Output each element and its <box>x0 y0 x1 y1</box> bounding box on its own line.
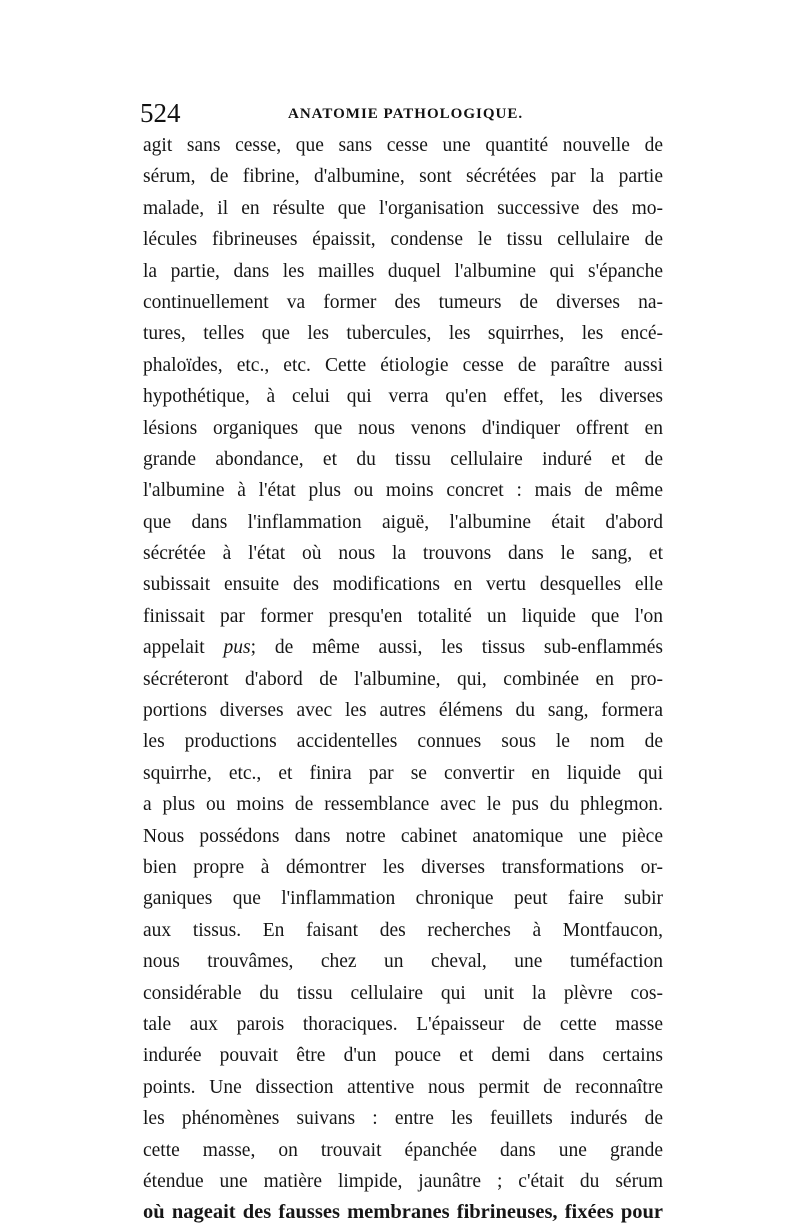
text-line: grande abondance, et du tissu cellulaire induré et de <box>143 448 663 470</box>
text-line: l'albumine à l'état plus ou moins concret : mais de même <box>143 480 663 502</box>
text-line: que dans l'inflammation aiguë, l'albumine était d'abord <box>143 511 663 533</box>
text-line: considérable du tissu cellulaire qui unit la plèvre cos- <box>143 982 663 1004</box>
text-line: bien propre à démontrer les diverses transformations or- <box>143 856 663 878</box>
line-text-after: ; de même aussi, les tissus sub-enflammés <box>250 637 663 659</box>
text-line: les phénomènes suivans : entre les feuillets indurés de <box>143 1108 663 1130</box>
text-line: la partie, dans les mailles duquel l'albumine qui s'épanche <box>143 260 663 282</box>
text-line: tures, telles que les tubercules, les squirrhes, les encé- <box>143 323 663 345</box>
running-head <box>140 98 660 128</box>
text-line: les productions accidentelles connues sous le nom de <box>143 731 663 753</box>
text-line: où nageait des fausses membranes fibrineuses, fixées pour <box>143 1201 663 1224</box>
italic-word: pus <box>223 637 251 659</box>
text-line: Nous possédons dans notre cabinet anatomique une pièce <box>143 825 663 847</box>
text-line: sécréteront d'abord de l'albumine, qui, combinée en pro- <box>143 668 663 690</box>
text-line: lécules fibrineuses épaissit, condense le tissu cellulaire de <box>143 229 663 251</box>
text-line-with-italic <box>143 632 663 663</box>
text-line: cette masse, on trouvait épanchée dans une grande <box>143 1139 663 1161</box>
running-title: ANATOMIE PATHOLOGIQUE. <box>288 106 524 122</box>
text-line: sécrétée à l'état où nous la trouvons dans le sang, et <box>143 543 663 565</box>
text-line: ganiques que l'inflammation chronique peut faire subir <box>143 888 663 910</box>
text-line: tale aux parois thoraciques. L'épaisseur de cette masse <box>143 1013 663 1035</box>
text-line: malade, il en résulte que l'organisation successive des mo- <box>143 197 663 219</box>
text-line: phaloïdes, etc., etc. Cette étiologie cesse de paraître aussi <box>143 354 663 376</box>
text-line: squirrhe, etc., et finira par se convertir en liquide qui <box>143 762 663 784</box>
text-line: indurée pouvait être d'un pouce et demi dans certains <box>143 1045 663 1067</box>
text-line: hypothétique, à celui qui verra qu'en effet, les diverses <box>143 386 663 408</box>
text-line: finissait par former presqu'en totalité un liquide que l'on <box>143 605 663 627</box>
body-text <box>143 130 663 1229</box>
text-line: continuellement va former des tumeurs de diverses na- <box>143 291 663 313</box>
text-line: portions diverses avec les autres élémens du sang, formera <box>143 700 663 722</box>
text-line: nous trouvâmes, chez un cheval, une tuméfaction <box>143 951 663 973</box>
page-number: 524 <box>140 98 181 128</box>
text-line: étendue une matière limpide, jaunâtre ; c'était du sérum <box>143 1170 663 1192</box>
line-text-before: appelait <box>143 637 224 659</box>
text-line: agit sans cesse, que sans cesse une quantité nouvelle de <box>143 135 663 156</box>
text-line: a plus ou moins de ressemblance avec le pus du phlegmon. <box>143 794 663 816</box>
text-line: lésions organiques que nous venons d'indiquer offrent en <box>143 417 663 439</box>
text-line: aux tissus. En faisant des recherches à Montfaucon, <box>143 919 663 941</box>
text-line: sérum, de fibrine, d'albumine, sont sécrétées par la partie <box>143 166 663 188</box>
text-line: points. Une dissection attentive nous permit de reconnaître <box>143 1076 663 1098</box>
text-line: subissait ensuite des modifications en vertu desquelles elle <box>143 574 663 596</box>
